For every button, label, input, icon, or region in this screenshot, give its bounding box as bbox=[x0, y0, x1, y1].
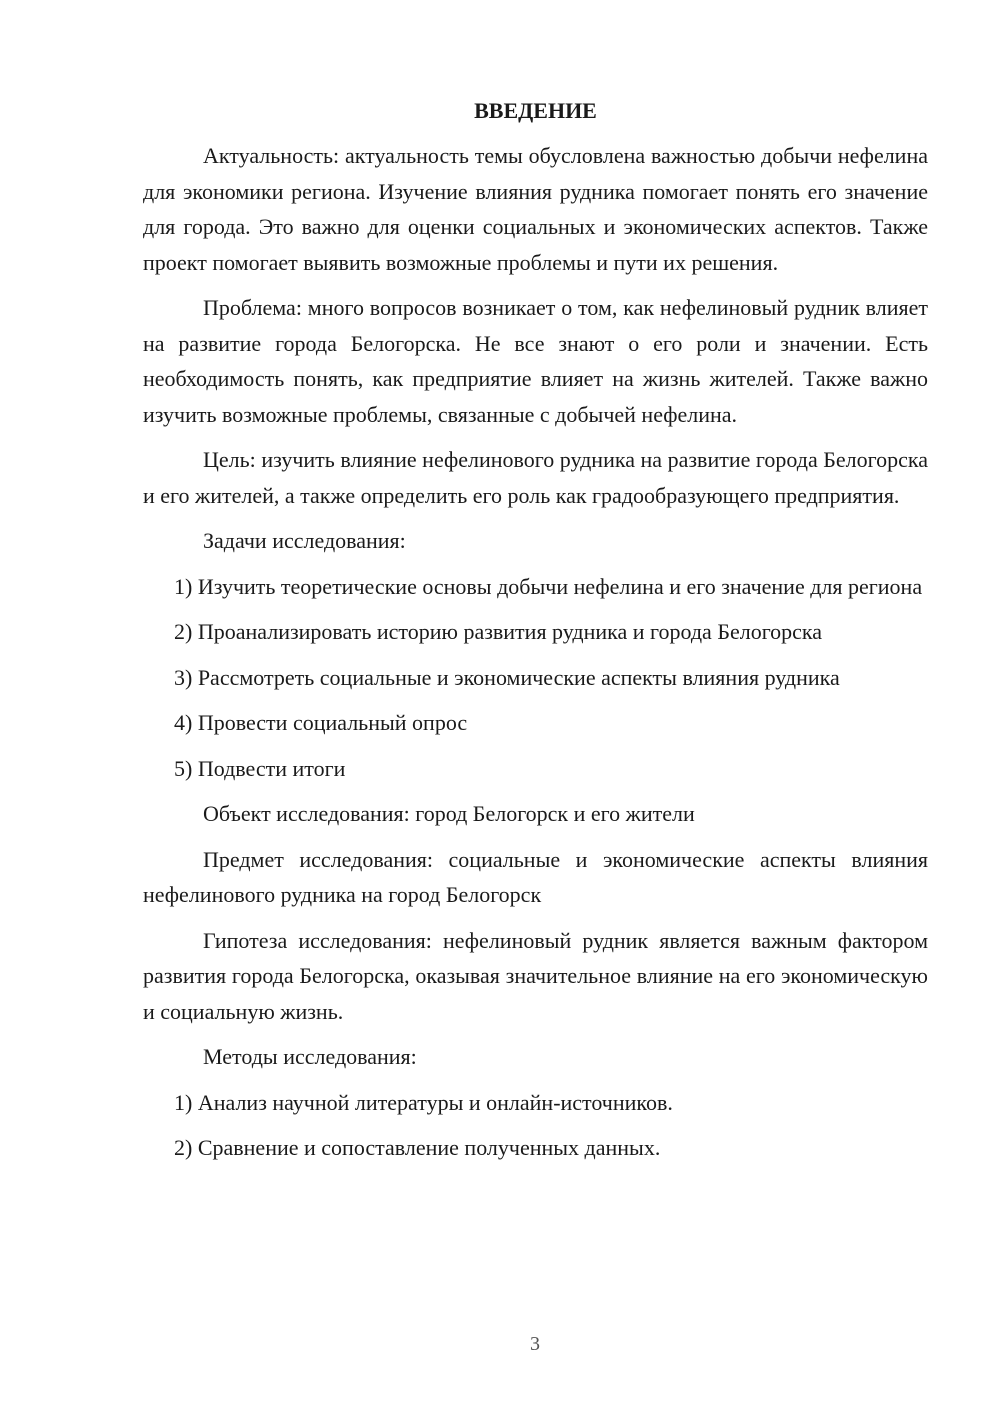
paragraph-relevance: Актуальность: актуальность темы обусловлена важностью добычи нефелина для экономики региона. Изучение влияния рудника помогает понять его значение для города. Это важно для оценки социальных и экономических аспектов. Также проект помогает выявить возможные проблемы и пути их решения. bbox=[143, 143, 928, 275]
paragraph-object: Объект исследования: город Белогорск и его жители bbox=[203, 801, 695, 826]
method-item-2: 2) Сравнение и сопоставление полученных данных. bbox=[174, 1135, 661, 1160]
document-page bbox=[143, 93, 928, 1176]
methods-heading: Методы исследования: bbox=[203, 1044, 417, 1069]
task-item-3: 3) Рассмотреть социальные и экономические аспекты влияния рудника bbox=[174, 664, 840, 690]
paragraph-subject: Предмет исследования: социальные и экономические аспекты влияния нефелинового рудника на город Белогорск bbox=[143, 846, 928, 907]
paragraph-goal: Цель: изучить влияние нефелинового рудника на развитие города Белогорска и его жителей, а также определить его роль как градообразующего предприятия. bbox=[143, 447, 928, 508]
task-item-4: 4) Провести социальный опрос bbox=[174, 710, 468, 735]
method-item-1: 1) Анализ научной литературы и онлайн-источников. bbox=[174, 1089, 673, 1115]
task-item-5: 5) Подвести итоги bbox=[174, 755, 346, 781]
tasks-heading: Задачи исследования: bbox=[203, 528, 406, 553]
paragraph-problem: Проблема: много вопросов возникает о том, как нефелиновый рудник влияет на развитие города Белогорска. Не все знают о его роли и значении. Есть необходимость понять, как предприятие влияет на жизнь жителей. Также важно изучить возможные проблемы, связанные с добычей нефелина. bbox=[143, 295, 928, 427]
task-item-1: 1) Изучить теоретические основы добычи нефелина и его значение для региона bbox=[174, 573, 923, 599]
task-item-2: 2) Проанализировать историю развития рудника и города Белогорска bbox=[174, 619, 823, 644]
page-title: ВВЕДЕНИЕ bbox=[474, 98, 597, 123]
page-number: 3 bbox=[530, 1333, 540, 1355]
paragraph-hypothesis: Гипотеза исследования: нефелиновый рудник является важным фактором развития города Белогорска, оказывая значительное влияние на его экономическую и социальную жизнь. bbox=[143, 927, 928, 1024]
